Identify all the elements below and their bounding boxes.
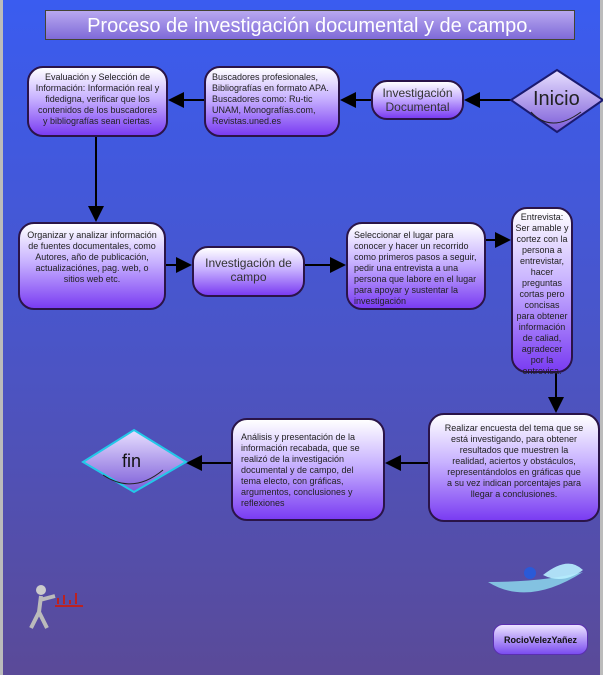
box-evaluacion: Evaluación y Selección de Información: Información real y fidedigna, verificar que los contenidos de los buscadores y bibliografías sean ciertas. — [27, 66, 168, 137]
box-encuesta: Realizar encuesta del tema que se está investigando, para obtener resultados que muestren la realidad, aciertos y obstáculos, representándolos en gráficas que a su vez indican porcentajes para llegar a conclusiones. — [428, 413, 600, 522]
box-entrevista: Entrevista: Ser amable y cortez con la persona a entrevistar, hacer preguntas cortas pero concisas para obtener información de caliad, agradecer por la entrevisa. — [511, 207, 573, 373]
author-button[interactable]: RocioVelezYañez — [493, 624, 588, 655]
box-analisis: Análisis y presentación de la información recabada, que se realizó de la investigación documental y de campo, del tema electo, con gráficas, argumentos, conclusiones y reflexiones — [231, 418, 385, 521]
box-investigacion-documental: Investigación Documental — [371, 80, 464, 120]
box-buscadores: Buscadores profesionales, Bibliografías en formato APA. Buscadores como: Ru-tic UNAM, Monografías.com, Revistas.uned.es — [204, 66, 340, 137]
fin-node: fin — [122, 451, 142, 471]
presenter-figure-icon — [31, 585, 83, 628]
logo-swoosh-icon — [488, 564, 583, 593]
page-title: Proceso de investigación documental y de campo. — [45, 10, 575, 40]
box-investigacion-campo: Investigación de campo — [192, 246, 305, 297]
box-seleccionar: Seleccionar el lugar para conocer y hacer un recorrido como primeros pasos a seguir, pedir una entrevista a una persona que labore en el lugar para apoyar y sustentar la investigación — [346, 222, 486, 310]
box-organizar: Organizar y analizar información de fuentes documentales, como Autores, año de publicación, actualizaciónes, pag. web, o sitios web etc. — [18, 222, 166, 310]
inicio-node: Inicio — [533, 88, 580, 110]
